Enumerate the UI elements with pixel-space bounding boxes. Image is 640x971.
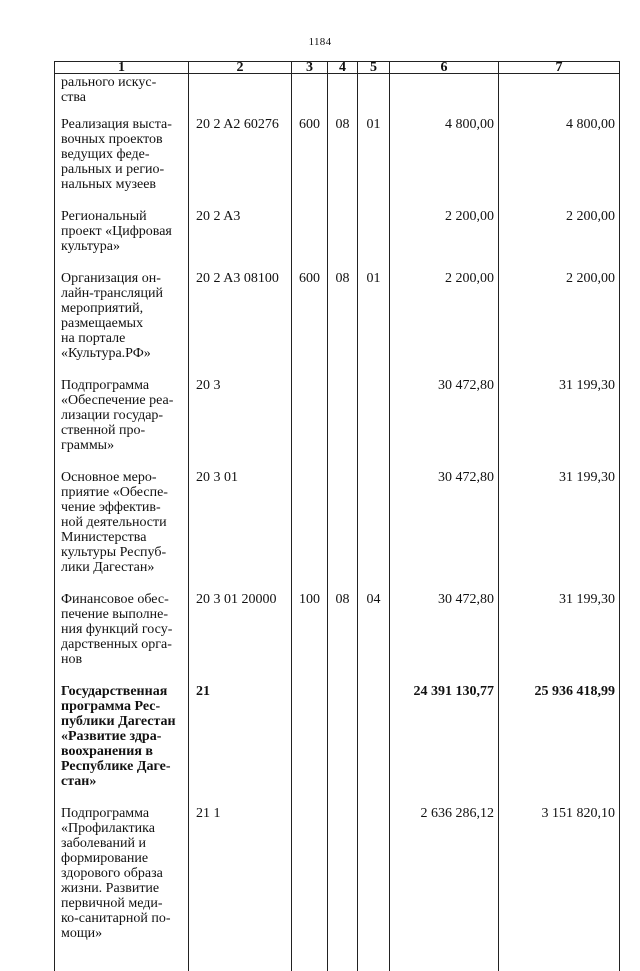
- column-header: 1: [55, 62, 189, 74]
- row-subsection-cell: [358, 684, 390, 806]
- row-subsection-cell: [358, 117, 390, 209]
- row-name-cell-text: Подпрограмма «Профилактика заболеваний и формирование здорового образа жизни. Развитие первичной меди- ко-санитарной по- мощи»: [61, 806, 186, 941]
- row-name-cell-text: Основное меро- приятие «Обеспе- чение эффектив- ной деятельности Министерства культуры Респуб- лики Дагестан»: [61, 470, 186, 575]
- row-section-cell: [328, 470, 358, 592]
- row-amount-col6-cell: [390, 209, 499, 271]
- row-expense-type-cell: [292, 592, 328, 684]
- row-code-cell: [189, 684, 292, 806]
- row-amount-col6-cell: [390, 592, 499, 684]
- row-amount-col6-cell-text: 30 472,80: [394, 592, 494, 607]
- row-amount-col6-cell-text: 2 200,00: [394, 209, 494, 224]
- row-amount-col7-cell: [499, 806, 620, 971]
- column-number-header-row: [55, 62, 620, 74]
- row-amount-col7-cell-text: 2 200,00: [503, 209, 615, 224]
- row-amount-col7-cell-text: 31 199,30: [503, 470, 615, 485]
- row-code-cell-text: 20 3 01 20000: [196, 592, 287, 607]
- row-name-cell-text: Подпрограмма «Обеспечение реа- лизации государ- ственной про- граммы»: [61, 378, 186, 453]
- row-amount-col7-cell: [499, 470, 620, 592]
- table-row: [55, 117, 620, 209]
- row-amount-col7-cell: [499, 74, 620, 118]
- row-amount-col6-cell-text: 4 800,00: [394, 117, 494, 132]
- row-name-cell: [55, 271, 189, 378]
- row-subsection-cell: [358, 470, 390, 592]
- row-amount-col6-cell: [390, 684, 499, 806]
- row-amount-col7-cell-text: 4 800,00: [503, 117, 615, 132]
- row-code-cell: [189, 806, 292, 971]
- row-expense-type-cell: [292, 74, 328, 118]
- row-amount-col7-cell: [499, 592, 620, 684]
- row-section-cell: [328, 684, 358, 806]
- row-section-cell-text: 08: [330, 117, 355, 132]
- row-expense-type-cell-text: 100: [294, 592, 325, 607]
- row-name-cell-text: Финансовое обес- печение выполне- ния функций госу- дарственных орга- нов: [61, 592, 186, 667]
- row-amount-col6-cell: [390, 806, 499, 971]
- row-amount-col6-cell-text: 24 391 130,77: [394, 684, 494, 699]
- row-name-cell: [55, 117, 189, 209]
- row-code-cell: [189, 271, 292, 378]
- row-subsection-cell-text: 01: [360, 117, 387, 132]
- row-section-cell: [328, 271, 358, 378]
- row-code-cell-text: 20 2 A3: [196, 209, 287, 224]
- table-row: [55, 74, 620, 118]
- row-expense-type-cell: [292, 470, 328, 592]
- row-name-cell-text: Реализация выста- вочных проектов ведущих феде- ральных и регио- нальных музеев: [61, 117, 186, 192]
- row-expense-type-cell: [292, 209, 328, 271]
- row-subsection-cell: [358, 74, 390, 118]
- row-amount-col7-cell-text: 31 199,30: [503, 378, 615, 393]
- column-header: 3: [292, 62, 328, 74]
- row-subsection-cell: [358, 209, 390, 271]
- row-expense-type-cell: [292, 378, 328, 470]
- row-code-cell: [189, 592, 292, 684]
- row-amount-col6-cell: [390, 470, 499, 592]
- row-name-cell-text: Организация он- лайн-трансляций мероприятий, размещаемых на портале «Культура.РФ»: [61, 271, 186, 361]
- row-code-cell: [189, 470, 292, 592]
- row-amount-col7-cell-text: 3 151 820,10: [503, 806, 615, 821]
- row-name-cell: [55, 592, 189, 684]
- row-subsection-cell-text: 01: [360, 271, 387, 286]
- row-code-cell-text: 20 3 01: [196, 470, 287, 485]
- row-amount-col7-cell-text: 31 199,30: [503, 592, 615, 607]
- row-code-cell-text: 21: [196, 684, 287, 699]
- table-row: [55, 684, 620, 806]
- page-number: 1184: [0, 36, 640, 48]
- row-amount-col6-cell: [390, 271, 499, 378]
- row-code-cell: [189, 74, 292, 118]
- row-name-cell: [55, 684, 189, 806]
- column-header: 6: [390, 62, 499, 74]
- row-expense-type-cell: [292, 684, 328, 806]
- column-header: 5: [358, 62, 390, 74]
- row-code-cell-text: 21 1: [196, 806, 287, 821]
- row-amount-col6-cell: [390, 117, 499, 209]
- row-name-cell-text: Государственная программа Рес- публики Дагестан «Развитие здра- воохранения в Республике Даге- стан»: [61, 684, 186, 789]
- column-header: 7: [499, 62, 620, 74]
- row-amount-col7-cell: [499, 117, 620, 209]
- row-name-cell: [55, 378, 189, 470]
- row-expense-type-cell: [292, 117, 328, 209]
- row-section-cell-text: 08: [330, 592, 355, 607]
- row-amount-col6-cell-text: 2 200,00: [394, 271, 494, 286]
- row-code-cell-text: 20 2 A3 08100: [196, 271, 287, 286]
- row-code-cell: [189, 209, 292, 271]
- row-section-cell: [328, 592, 358, 684]
- row-amount-col7-cell-text: 2 200,00: [503, 271, 615, 286]
- row-section-cell: [328, 117, 358, 209]
- budget-table: [54, 61, 620, 971]
- row-amount-col6-cell-text: 30 472,80: [394, 378, 494, 393]
- row-code-cell-text: 20 3: [196, 378, 287, 393]
- row-subsection-cell-text: 04: [360, 592, 387, 607]
- row-amount-col7-cell-text: 25 936 418,99: [503, 684, 615, 699]
- row-subsection-cell: [358, 271, 390, 378]
- table-row: [55, 209, 620, 271]
- row-amount-col7-cell: [499, 684, 620, 806]
- row-amount-col6-cell-text: 2 636 286,12: [394, 806, 494, 821]
- row-name-cell: [55, 806, 189, 971]
- row-section-cell-text: 08: [330, 271, 355, 286]
- table-body: [55, 74, 620, 971]
- row-section-cell: [328, 378, 358, 470]
- row-subsection-cell: [358, 378, 390, 470]
- column-header: 4: [328, 62, 358, 74]
- row-name-cell: [55, 470, 189, 592]
- row-code-cell: [189, 117, 292, 209]
- row-expense-type-cell-text: 600: [294, 117, 325, 132]
- row-amount-col6-cell-text: 30 472,80: [394, 470, 494, 485]
- table-row: [55, 378, 620, 470]
- row-section-cell: [328, 806, 358, 971]
- row-section-cell: [328, 209, 358, 271]
- row-amount-col7-cell: [499, 378, 620, 470]
- row-code-cell-text: 20 2 A2 60276: [196, 117, 287, 132]
- row-amount-col7-cell: [499, 209, 620, 271]
- row-amount-col6-cell: [390, 74, 499, 118]
- row-name-cell-text: рального искус- ства: [61, 75, 186, 105]
- table-row: [55, 592, 620, 684]
- row-section-cell: [328, 74, 358, 118]
- row-expense-type-cell-text: 600: [294, 271, 325, 286]
- table-row: [55, 271, 620, 378]
- row-expense-type-cell: [292, 271, 328, 378]
- row-name-cell: [55, 74, 189, 118]
- row-amount-col7-cell: [499, 271, 620, 378]
- table-row: [55, 806, 620, 971]
- row-name-cell-text: Региональный проект «Цифровая культура»: [61, 209, 186, 254]
- row-amount-col6-cell: [390, 378, 499, 470]
- column-header: 2: [189, 62, 292, 74]
- row-subsection-cell: [358, 592, 390, 684]
- row-subsection-cell: [358, 806, 390, 971]
- table-row: [55, 470, 620, 592]
- row-expense-type-cell: [292, 806, 328, 971]
- row-code-cell: [189, 378, 292, 470]
- row-name-cell: [55, 209, 189, 271]
